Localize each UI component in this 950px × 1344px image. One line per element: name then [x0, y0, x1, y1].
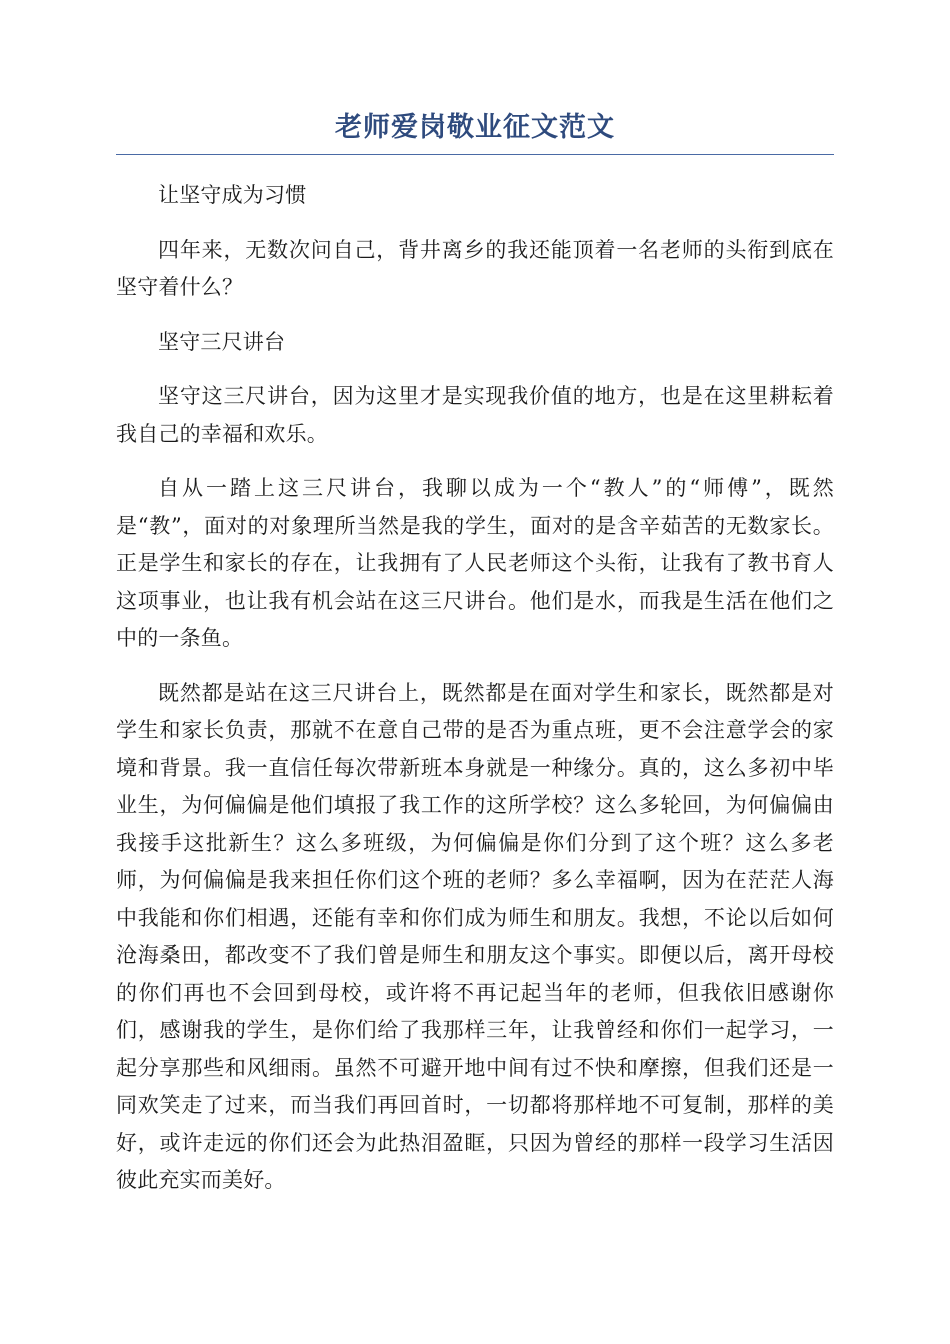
paragraph-body: 自从一踏上这三尺讲台，我聊以成为一个“教人”的“师傅”，既然是“教”，面对的对象理所当然是我的学生，面对的是含辛茹苦的无数家长。正是学生和家长的存在，让我拥有了人民老师这个头衔，让我有了教书育人这项事业，也让我有机会站在这三尺讲台。他们是水，而我是生活在他们之中的一条鱼。	[116, 476, 834, 650]
paragraph-subtitle: 让坚守成为习惯	[158, 183, 307, 207]
paragraph-body: 坚守这三尺讲台，因为这里才是实现我价值的地方，也是在这里耕耘着我自己的幸福和欢乐。	[116, 384, 834, 446]
paragraph-body: 既然都是站在这三尺讲台上，既然都是在面对学生和家长，既然都是对学生和家长负责，那就不在意自己带的是否为重点班，更不会注意学会的家境和背景。我一直信任每次带新班本身就是一种缘分。真的，这么多初中毕业生，为何偏偏是他们填报了我工作的这所学校？这么多轮回，为何偏偏由我接手这批新生？这么多班级，为何偏偏是你们分到了这个班？这么多老师，为何偏偏是我来担任你们这个班的老师？多么幸福啊，因为在茫茫人海中我能和你们相遇，还能有幸和你们成为师生和朋友。我想，不论以后如何沧海桑田，都改变不了我们曾是师生和朋友这个事实。即便以后，离开母校的你们再也不会回到母校，或许将不再记起当年的老师，但我依旧感谢你们，感谢我的学生，是你们给了我那样三年，让我曾经和你们一起学习，一起分享那些和风细雨。虽然不可避开地中间有过不快和摩擦，但我们还是一同欢笑走了过来，而当我们再回首时，一切都将那样地不可复制，那样的美好，或许走远的你们还会为此热泪盈眶，只因为曾经的那样一段学习生活因彼此充实而美好。	[116, 680, 834, 1192]
paragraph-intro: 四年来，无数次问自己，背井离乡的我还能顶着一名老师的头衔到底在坚守着什么？	[116, 237, 834, 299]
document-title: 老师爱岗敬业征文范文	[116, 108, 834, 155]
paragraph-heading: 坚守三尺讲台	[158, 329, 286, 354]
document-body	[116, 177, 834, 1200]
document-page	[116, 108, 834, 1217]
